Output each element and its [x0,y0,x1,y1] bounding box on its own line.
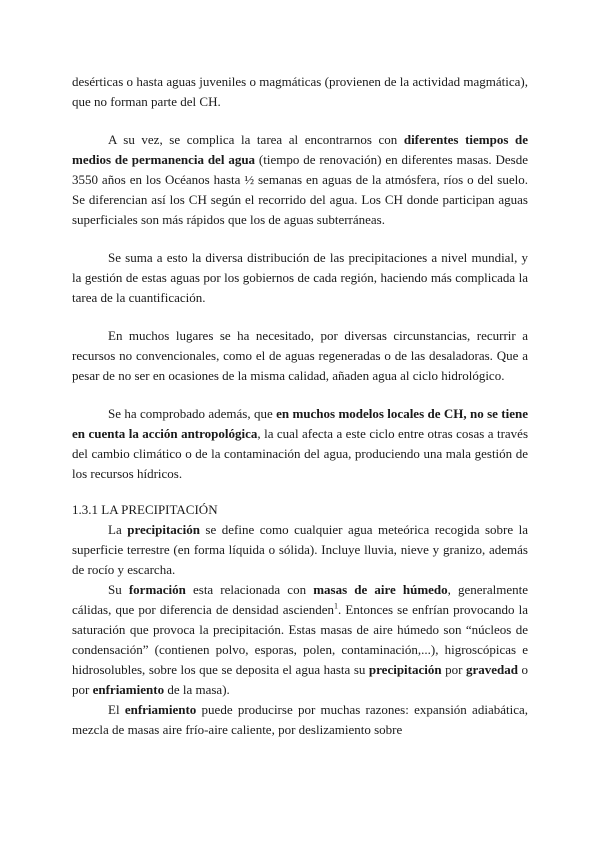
term-precipitacion: precipitación [127,522,200,537]
emphasis-residence-times: diferentes tiempos de medios de permanencia del agua [72,132,528,167]
paragraph-cooling: El enfriamiento puede producirse por muchas razones: expansión adiabática, mezcla de masas aire frío-aire caliente, por deslizamiento sobre [72,702,528,737]
term-gravedad: gravedad [465,662,518,677]
paragraph-unconventional-resources: En muchos lugares se ha necesitado, por diversas circunstancias, recurrir a recursos no convencionales, como el de aguas regeneradas o de las desaladoras. Que a pesar de no ser en ocasiones de la misma calidad, añaden agua al ciclo hidrológico. [72,328,528,383]
term-formacion: formación [128,582,186,597]
paragraph-precipitation-definition: La precipitación se define como cualquier agua meteórica recogida sobre la superficie terrestre (en forma líquida o sólida). Incluye lluvia, nieve y granizo, además de rocío y escarcha. [72,522,528,577]
footnote-reference[interactable]: 1 [334,601,338,611]
emphasis-anthropogenic: en muchos modelos locales de CH, no se tiene en cuenta la acción antropológica [72,406,528,441]
paragraph-continuation: desérticas o hasta aguas juveniles o magmáticas (provienen de la actividad magmática), que no forman parte del CH. [72,74,528,109]
paragraph-distribution: Se suma a esto la diversa distribución de las precipitaciones a nivel mundial, y la gestión de estas aguas por los gobiernos de cada región, haciendo más complicada la tarea de la cuantificación. [72,250,528,305]
term-masas-aire-humedo: masas de aire húmedo [313,582,448,597]
document-body [72,72,528,740]
term-enfriamiento-2: enfriamiento [124,702,197,717]
term-precipitacion-2: precipitación [368,662,442,677]
section-heading: 1.3.1 LA PRECIPITACIÓN [72,502,218,517]
paragraph-anthropogenic: Se ha comprobado además, que en muchos modelos locales de CH, no se tiene en cuenta la acción antropológica, la cual afecta a este ciclo entre otras cosas a través del cambio climático o de la contaminación del agua, produciendo una mala gestión de los recursos hídricos. [72,406,528,481]
paragraph-formation: Su formación esta relacionada con masas de aire húmedo, generalmente cálidas, que por diferencia de densidad ascienden$^1$. Entonces se enfrían provocando la saturación que provoca la precipitación. Estas masas de aire húmedo son “núcleos de condensación” (contienen polvo, esporas, polen, contaminación,...), higroscópicas e hidrosolubles, sobre los que se deposita el agua hasta su precipitación por gravedad o por enfriamiento de la masa). [72,582,529,697]
term-enfriamiento: enfriamiento [92,682,165,697]
paragraph-residence-times: A su vez, se complica la tarea al encontrarnos con diferentes tiempos de medios de permanencia del agua (tiempo de renovación) en diferentes masas. Desde 3550 años en los Océanos hasta ½ semanas en aguas de la atmósfera, ríos o del suelo. Se diferencian así los CH según el recorrido del agua. Los CH donde participan aguas superficiales son más rápidos que los de aguas subterráneas. [72,132,528,227]
